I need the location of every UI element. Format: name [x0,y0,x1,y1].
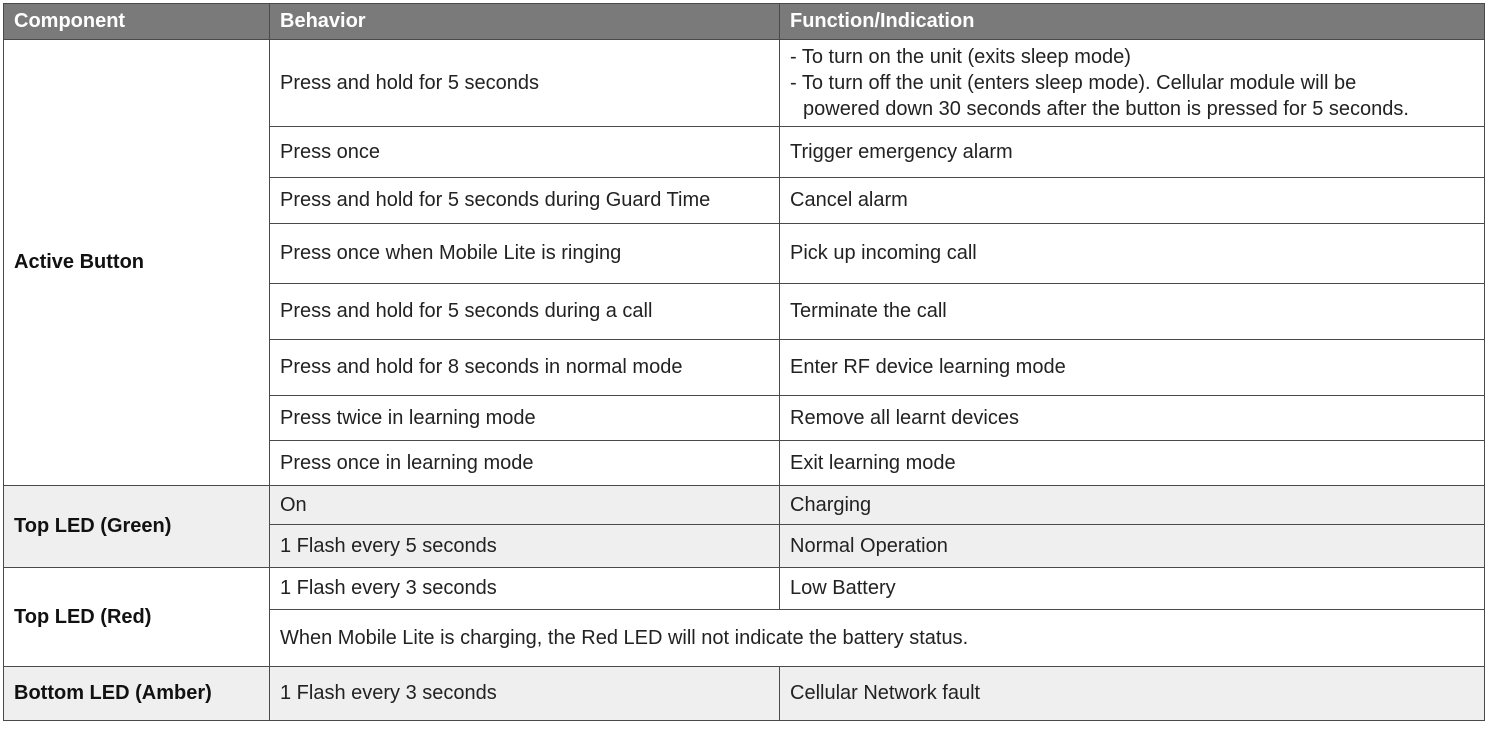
function-cell: Low Battery [780,568,1485,610]
behavior-cell: 1 Flash every 3 seconds [270,667,780,721]
header-function: Function/Indication [780,4,1485,40]
component-top-led-green: Top LED (Green) [4,486,270,568]
function-cell: Cancel alarm [780,178,1485,224]
table-header-row [4,4,1485,40]
behavior-cell: Press once [270,127,780,178]
behavior-cell: 1 Flash every 3 seconds [270,568,780,610]
function-line: - To turn off the unit (enters sleep mode). Cellular module will be [790,72,1357,94]
function-cell: Exit learning mode [780,441,1485,486]
function-cell: Charging [780,486,1485,525]
behavior-cell: Press once when Mobile Lite is ringing [270,224,780,284]
function-line: powered down 30 seconds after the button is pressed for 5 seconds. [803,98,1409,120]
function-cell [780,40,1485,127]
behavior-cell: On [270,486,780,525]
function-cell: Pick up incoming call [780,224,1485,284]
behavior-cell: 1 Flash every 5 seconds [270,525,780,568]
table-row [4,667,1485,721]
behavior-cell: Press and hold for 5 seconds during a call [270,284,780,340]
function-cell: Trigger emergency alarm [780,127,1485,178]
behavior-cell: Press twice in learning mode [270,396,780,441]
behavior-cell: Press and hold for 8 seconds in normal mode [270,340,780,396]
function-line: - To turn on the unit (exits sleep mode) [790,46,1131,68]
function-cell: Enter RF device learning mode [780,340,1485,396]
function-cell: Cellular Network fault [780,667,1485,721]
header-component: Component [4,4,270,40]
header-behavior: Behavior [270,4,780,40]
component-behavior-table [3,3,1485,721]
table-row [4,486,1485,525]
function-cell: Terminate the call [780,284,1485,340]
function-cell: Remove all learnt devices [780,396,1485,441]
behavior-cell: Press and hold for 5 seconds [270,40,780,127]
component-active-button: Active Button [4,40,270,486]
component-top-led-red: Top LED (Red) [4,568,270,667]
behavior-cell: Press once in learning mode [270,441,780,486]
table-row [4,568,1485,610]
component-bottom-led-amber: Bottom LED (Amber) [4,667,270,721]
table-row [4,40,1485,127]
note-cell: When Mobile Lite is charging, the Red LED will not indicate the battery status. [270,610,1485,667]
behavior-cell: Press and hold for 5 seconds during Guard Time [270,178,780,224]
function-cell: Normal Operation [780,525,1485,568]
